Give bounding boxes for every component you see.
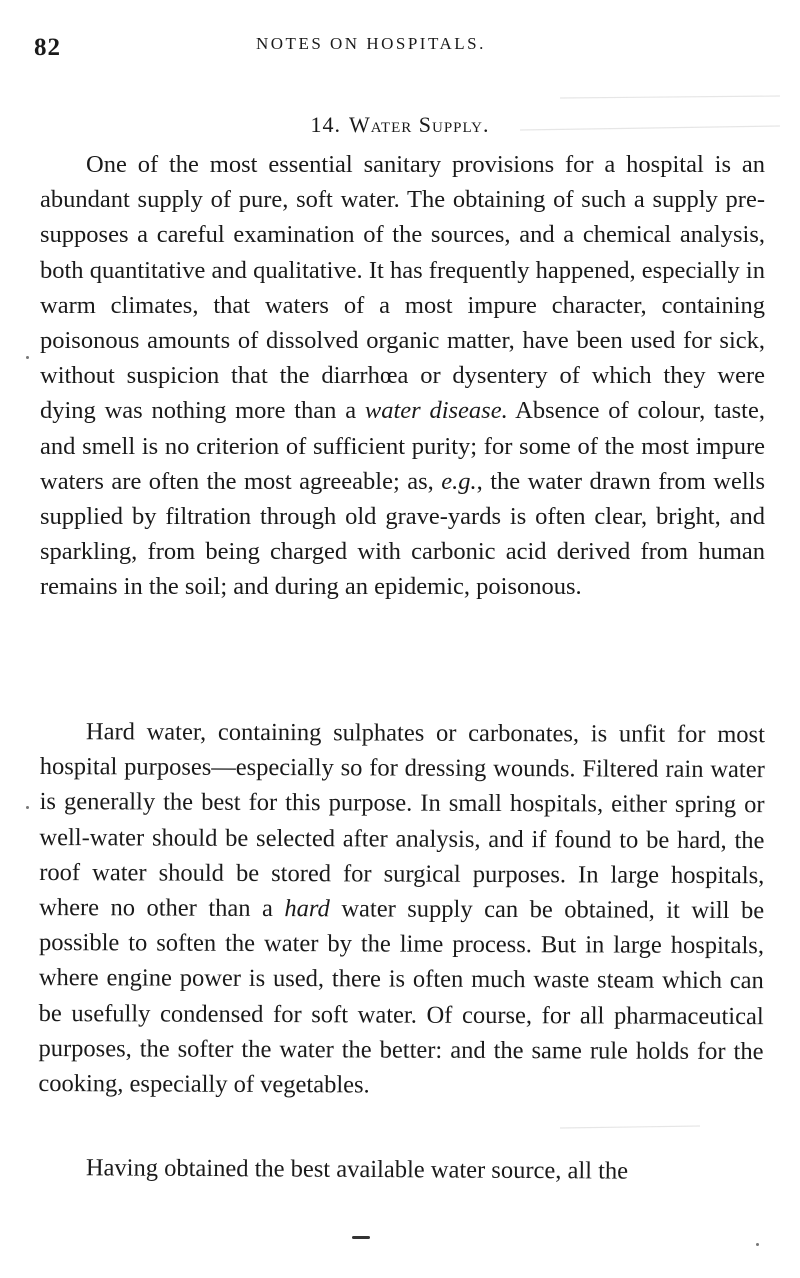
paragraph-text: , the water drawn from wells supplied by filtration through old grave-yards is often clear, bright, and sparkling, from being charged with carbonic acid derived from human remains in the soil; and during an epidemic, poisonous. <box>40 467 766 601</box>
running-header: NOTES ON HOSPITALS. <box>256 34 486 53</box>
edge-speck <box>26 806 29 809</box>
italic-word: hard <box>284 895 330 923</box>
paragraph-text: Having obtained the best available water source, all the <box>85 1154 629 1185</box>
page-number: 82 <box>34 34 61 61</box>
paragraph-1 <box>40 147 765 605</box>
paragraph-2 <box>38 714 765 1104</box>
paragraph-text: water supply can be obtained, it will be possible to soften the water by the lime process. But in large hospitals, where engine power is used, there is often much waste steam which can be usefully condensed for soft water. Of course, for all pharmaceutical purposes, the softer the water the better: and the same rule holds for the cooking, especially of vegetables. <box>38 895 765 1099</box>
italic-abbreviation: e.g. <box>441 467 477 495</box>
paragraph-text: Hard water, containing sulphates or carbonates, is unfit for most hospital purposes—especially so for dressing wounds. Filtered rain water is generally the best for this purpose. In small hospitals, either spring or well-water should be selected after analysis, and if found to be hard, the roof water should be stored for surgical purposes. In large hospitals, where no other than a <box>39 718 765 923</box>
edge-speck <box>26 356 29 359</box>
section-heading <box>0 112 800 138</box>
italic-phrase: water disease. <box>364 397 508 425</box>
paragraph-text: Absence of colour, taste, and smell is no criterion of sufficient purity; for some of the most impure waters are often the most agreeable; as, <box>40 397 765 495</box>
footer-mark <box>352 1236 370 1239</box>
edge-speck <box>756 1243 759 1246</box>
section-title: Water Supply. <box>348 112 490 137</box>
paragraph-text: One of the most essential sanitary provisions for a hospital is an abundant supply of pure, soft water. The obtaining of such a supply pre-supposes a careful examination of the sources, and a chemical analysis, both quantitative and qualitative. It has frequently happened, especially in warm climates, that waters of a most impure character, containing poisonous amounts of dissolved organic matter, have been used for sick, without suspicion that the diarrhœa or dysentery of which they were dying was nothing more than a <box>40 151 765 425</box>
paragraph-3 <box>40 1150 765 1190</box>
section-number: 14. <box>310 112 341 137</box>
